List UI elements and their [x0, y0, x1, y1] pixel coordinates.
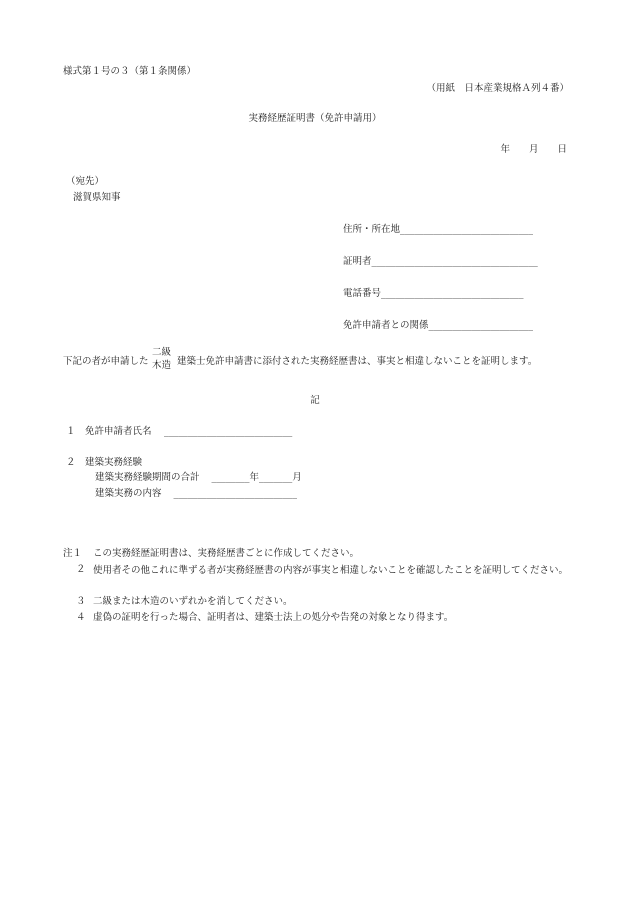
content-blank[interactable]: __________________________: [173, 488, 298, 499]
statement-suffix: 建築士免許申請書に添付された実務経歴書は、事実と相違しないことを証明します。: [177, 356, 538, 367]
address-label: 住所・所在地: [343, 224, 401, 235]
note-4-number: ４: [76, 612, 86, 623]
item1-label: 免許申請者氏名: [85, 426, 152, 437]
item2-number: ２: [66, 457, 76, 468]
ki-heading: 記: [310, 395, 320, 406]
note-1: この実務経歴証明書は、実務経歴書ごとに作成してください。: [93, 548, 360, 559]
license-class-options: [152, 346, 171, 373]
certifier-name-label: 証明者: [343, 256, 372, 267]
phone-blank[interactable]: ______________________________: [381, 288, 524, 299]
paper-size-note: （用紙 日本産業規格Ａ列４番）: [426, 83, 569, 94]
notes-head: 注１: [63, 548, 83, 559]
addressee-prefix: （宛先）: [66, 176, 105, 187]
addressee: 滋賀県知事: [73, 192, 121, 203]
period-line[interactable]: [95, 472, 302, 484]
option-second-class: 二級: [152, 347, 172, 358]
statement-prefix: 下記の者が申請した: [63, 356, 149, 367]
year-unit: 年: [249, 472, 260, 483]
form-number: 様式第１号の３（第１条関係）: [63, 66, 197, 77]
note-3-number: ３: [76, 596, 86, 607]
content-label: 建築実務の内容: [95, 488, 162, 499]
option-wooden: 木造: [152, 360, 172, 372]
item2-label: 建築実務経験: [85, 457, 143, 468]
relation-label: 免許申請者との関係: [343, 320, 429, 331]
phone-line[interactable]: [343, 288, 524, 300]
date-line: 年 月 日: [500, 144, 567, 155]
month-unit: 月: [292, 472, 302, 483]
note-4: 虚偽の証明を行った場合、証明者は、建築士法上の処分や告発の対象となり得ます。: [93, 612, 454, 623]
content-line[interactable]: [95, 488, 297, 500]
note-2: 使用者その他これに準ずる者が実務経歴書の内容が事実と相違しないことを確認したことを証明してください。: [93, 565, 569, 576]
address-blank[interactable]: ____________________________: [400, 224, 534, 235]
item1-number: １: [66, 426, 76, 437]
applicant-name-blank[interactable]: ___________________________: [164, 426, 293, 437]
certifier-name-line[interactable]: [343, 256, 538, 268]
relation-line[interactable]: [343, 320, 533, 332]
period-label: 建築実務経験期間の合計: [95, 472, 200, 483]
period-years-blank[interactable]: ________: [211, 472, 250, 483]
period-months-blank[interactable]: _______: [259, 472, 293, 483]
document-title: 実務経歴証明書（免許申請用）: [248, 113, 382, 124]
certifier-name-blank[interactable]: ___________________________________: [371, 256, 538, 267]
relation-blank[interactable]: ______________________: [428, 320, 534, 331]
address-line[interactable]: [343, 224, 533, 236]
note-2-number: ２: [76, 564, 86, 575]
note-3: 二級または木造のいずれかを消してください。: [93, 596, 293, 607]
phone-label: 電話番号: [343, 288, 382, 299]
